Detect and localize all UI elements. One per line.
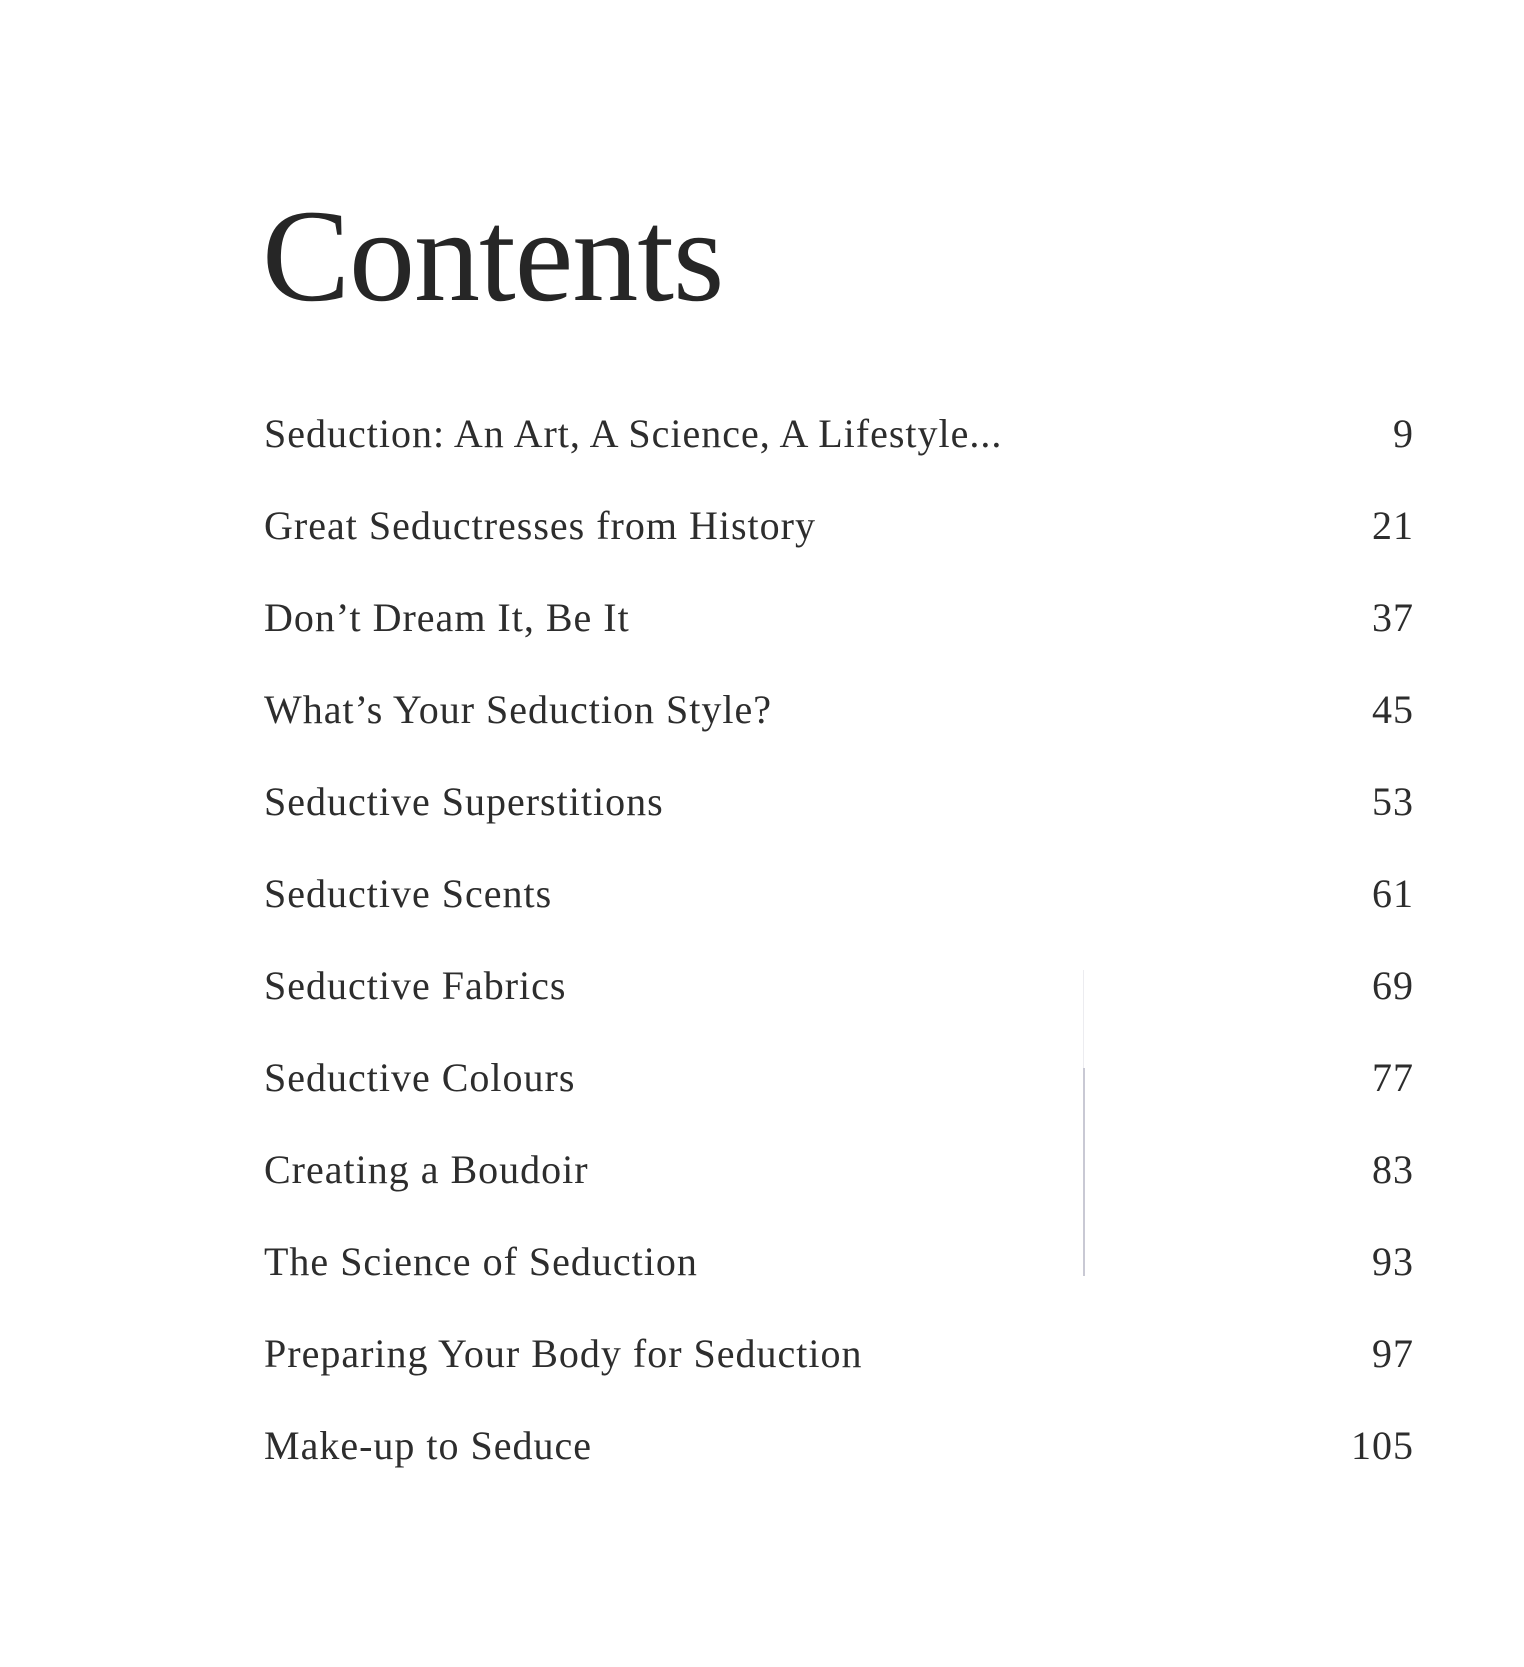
toc-entry-title: Seductive Scents <box>264 871 553 916</box>
toc-entry-title: Preparing Your Body for Seduction <box>264 1331 863 1376</box>
toc-entry-page: 69 <box>1372 963 1414 1008</box>
toc-entry-title: Seduction: An Art, A Science, A Lifestyle... <box>264 411 1003 456</box>
toc-entry-page: 97 <box>1372 1331 1414 1376</box>
toc-entry-page: 61 <box>1372 871 1414 916</box>
toc-entry <box>264 1422 1414 1514</box>
toc-entry-title: Seductive Colours <box>264 1055 576 1100</box>
scan-artifact-line <box>1083 970 1084 1070</box>
toc-entry-page: 93 <box>1372 1239 1414 1284</box>
toc-entry-page: 37 <box>1372 595 1414 640</box>
toc-entry <box>264 410 1414 502</box>
toc-entry-title: Great Seductresses from History <box>264 503 816 548</box>
toc-entry <box>264 778 1414 870</box>
toc-entry-title: The Science of Seduction <box>264 1239 698 1284</box>
toc-entry-page: 21 <box>1372 503 1414 548</box>
toc-entry-title: Seductive Superstitions <box>264 779 664 824</box>
toc-entry <box>264 870 1414 962</box>
toc-entry-page: 9 <box>1393 411 1414 456</box>
toc-entry <box>264 1146 1414 1238</box>
page-title: Contents <box>262 182 724 329</box>
toc-entry <box>264 1238 1414 1330</box>
toc-entry <box>264 1054 1414 1146</box>
toc-entry <box>264 1330 1414 1422</box>
toc-entry-title: Make-up to Seduce <box>264 1423 593 1468</box>
toc-entry-page: 77 <box>1372 1055 1414 1100</box>
table-of-contents <box>264 410 1414 1514</box>
toc-entry <box>264 686 1414 778</box>
toc-entry-title: Don’t Dream It, Be It <box>264 595 630 640</box>
toc-entry-page: 83 <box>1372 1147 1414 1192</box>
scan-artifact-line <box>1083 1068 1085 1276</box>
toc-entry-page: 105 <box>1351 1423 1414 1468</box>
toc-entry <box>264 962 1414 1054</box>
toc-entry-page: 53 <box>1372 779 1414 824</box>
toc-entry-page: 45 <box>1372 687 1414 732</box>
toc-entry-title: Seductive Fabrics <box>264 963 567 1008</box>
toc-entry-title: Creating a Boudoir <box>264 1147 589 1192</box>
toc-entry-title: What’s Your Seduction Style? <box>264 687 772 732</box>
toc-entry <box>264 502 1414 594</box>
toc-entry <box>264 594 1414 686</box>
